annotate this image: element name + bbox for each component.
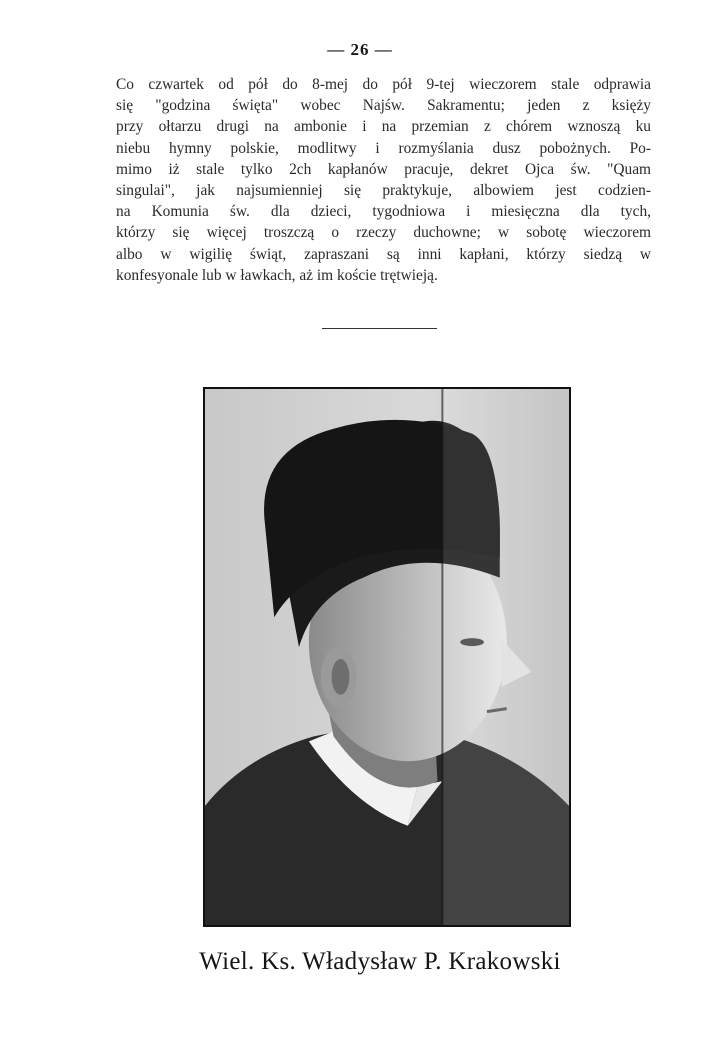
portrait-photo	[203, 387, 571, 927]
photo-caption: Wiel. Ks. Władysław P. Krakowski	[199, 948, 561, 975]
body-line: przy ołtarzu drugi na ambonie i na przemian z chórem wznoszą ku	[116, 118, 651, 136]
page-number: — 26 —	[327, 40, 393, 59]
body-line: albo w wigilię świąt, zapraszani są inni kapłani, którzy siedzą w	[116, 245, 651, 263]
portrait-image	[205, 389, 569, 925]
body-line: na Komunia św. dla dzieci, tygodniowa i miesięczna dla tych,	[116, 203, 651, 221]
body-line: się "godzina święta" wobec Najśw. Sakramentu; jeden z księży	[116, 97, 651, 115]
body-line: konfesyonale lub w ławkach, aż im koście trętwieją.	[116, 266, 438, 284]
body-line: mimo iż stale tylko 2ch kapłanów pracuje, dekret Ojca św. "Quam	[116, 160, 651, 178]
body-line: Co czwartek od pół do 8-mej do pół 9-tej wieczorem stale odprawia	[116, 76, 651, 93]
body-line: którzy się więcej troszczą o rzeczy duchowne; w sobotę wieczorem	[116, 224, 651, 242]
body-paragraph	[116, 74, 651, 286]
body-line: singulai", jak najsumienniej się praktykuje, albowiem jest codzien-	[116, 182, 651, 200]
body-line: niebu hymny polskie, modlitwy i rozmyślania dusz pobożnych. Po-	[116, 139, 651, 157]
section-divider	[322, 328, 437, 329]
